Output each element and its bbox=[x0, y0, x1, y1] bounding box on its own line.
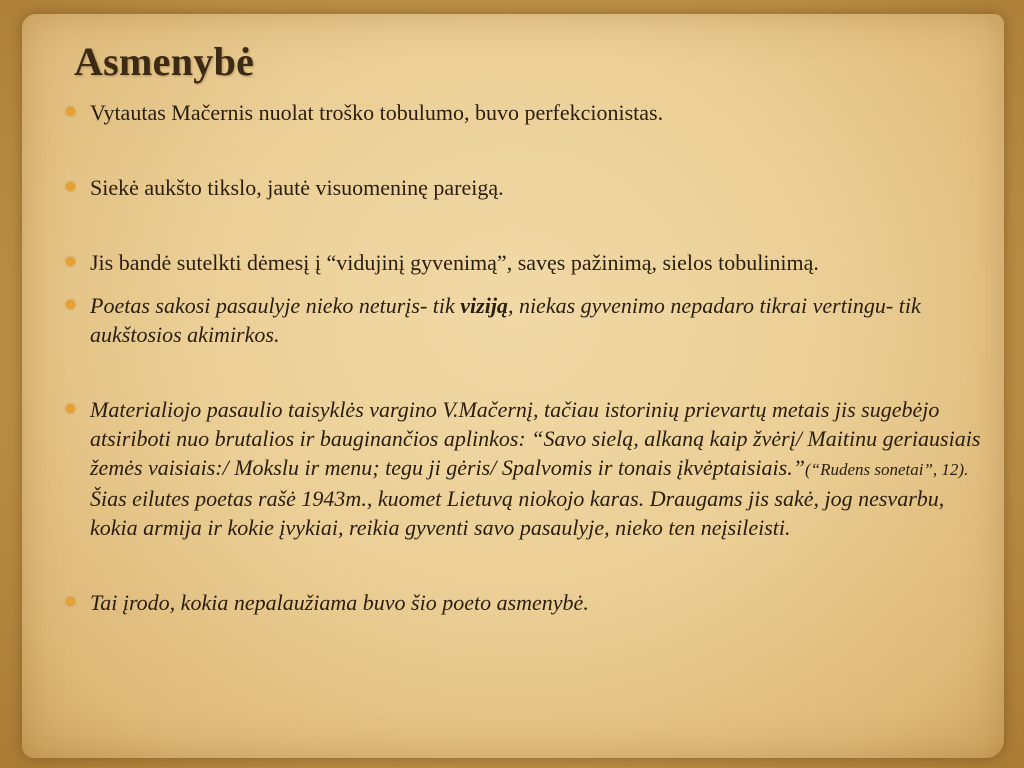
bullet-icon bbox=[66, 597, 75, 606]
bullet-text: Šias eilutes poetas rašė 1943m., kuomet Lietuvą niokojo karas. Draugams jis sakė, jog nesvarbu, kokia armija ir kokie įvykiai, reikia gyventi savo pasaulyje, nieko ten neįsileisti. bbox=[90, 486, 945, 540]
bullet-text: Tai įrodo, kokia nepalaužiama buvo šio poeto asmenybė. bbox=[90, 590, 589, 615]
bullet-text: Poetas sakosi pasaulyje nieko neturįs- tik bbox=[90, 293, 461, 318]
bullet-item bbox=[62, 588, 982, 617]
bullet-item bbox=[62, 291, 982, 349]
bullet-text: Siekė aukšto tikslo, jautė visuomeninę pareigą. bbox=[90, 175, 504, 200]
bullet-icon bbox=[66, 300, 75, 309]
bullet-item bbox=[62, 173, 982, 202]
bullet-text: Materialiojo pasaulio taisyklės vargino V.Mačernį, tačiau istorinių prievartų metais jis sugebėjo atsiriboti nuo brutalios ir bauginančios aplinkos: “Savo sielą, alkaną kaip žvėrį/ Maitinu geriausiais žemės vaisiais:/ Mokslu ir menu; tegu ji gėris/ Spalvomis ir tonais įkvėptaisiais.” bbox=[90, 397, 981, 480]
bullet-icon bbox=[66, 107, 75, 116]
bullet-icon bbox=[66, 404, 75, 413]
bullet-bold-text: viziją bbox=[460, 293, 508, 318]
bullet-list bbox=[62, 98, 982, 617]
bullet-item bbox=[62, 248, 982, 277]
bullet-icon bbox=[66, 182, 75, 191]
bullet-text: Vytautas Mačernis nuolat troško tobulumo, buvo perfekcionistas. bbox=[90, 100, 664, 125]
bullet-text: , niekas gyvenimo nepadaro tikrai vertingu- tik aukštosios akimirkos. bbox=[90, 293, 921, 347]
bullet-text: Jis bandė sutelkti dėmesį į “vidujinį gyvenimą”, savęs pažinimą, sielos tobulinimą. bbox=[90, 250, 819, 275]
slide-title: Asmenybė bbox=[74, 39, 255, 84]
bullet-icon bbox=[66, 257, 75, 266]
bullet-item bbox=[62, 395, 982, 542]
bullet-item bbox=[62, 98, 982, 127]
citation-text: (“Rudens sonetai”, 12). bbox=[804, 460, 969, 479]
